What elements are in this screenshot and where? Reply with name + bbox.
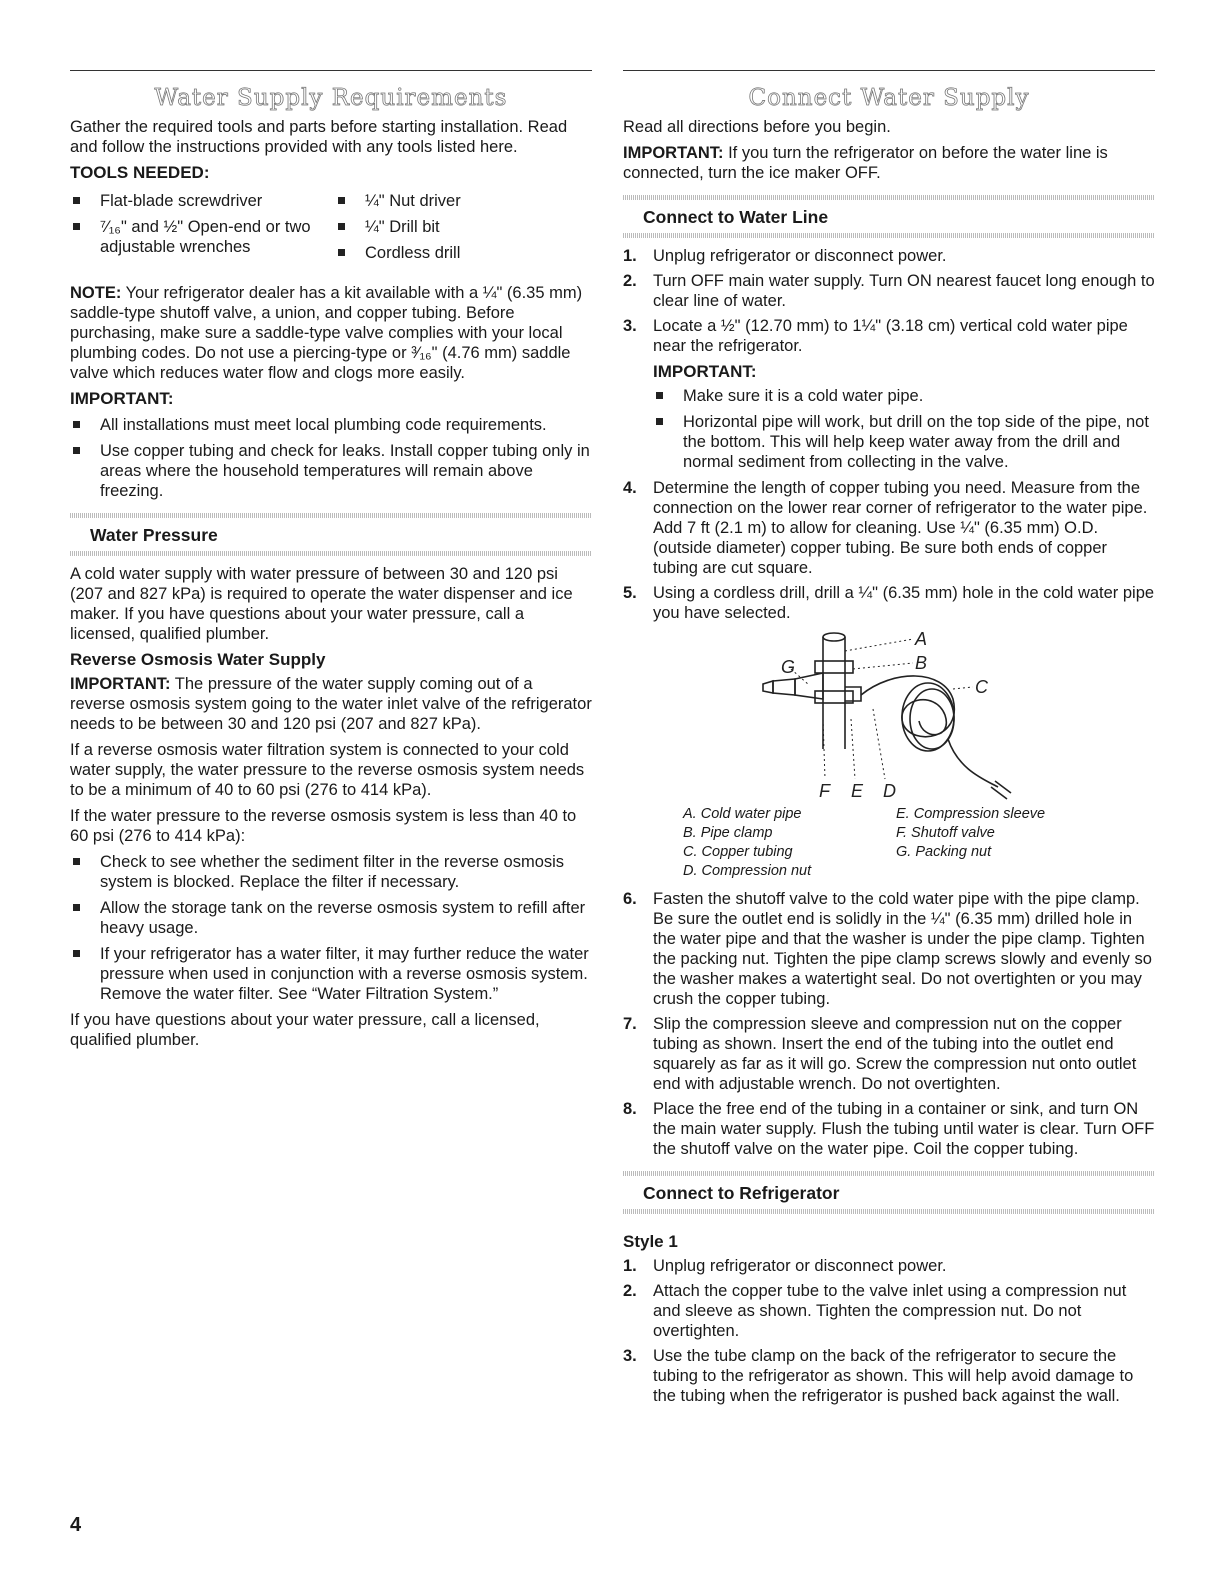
- step-item: [623, 478, 1155, 578]
- step-item: [623, 316, 1155, 472]
- page-number: 4: [70, 1514, 82, 1536]
- important-label: IMPORTANT:: [623, 144, 724, 162]
- step-text: Turn OFF main water supply. Turn ON nearest faucet long enough to clear line of water.: [653, 272, 1155, 310]
- connect-water-line-subheader: [623, 195, 1155, 238]
- right-column: [623, 70, 1155, 1411]
- step-number: 6.: [623, 890, 637, 908]
- step-item: [623, 1014, 1155, 1094]
- ro-paragraph: If a reverse osmosis water filtration system is connected to your cold water supply, the water pressure to the reverse osmosis system needs to be a minimum of 40 to 60 psi (276 to 414 kPa).: [70, 741, 585, 799]
- step-number: 2.: [623, 1282, 637, 1300]
- list-item: If your refrigerator has a water filter, it may further reduce the water pressure when used in conjunction with a reverse osmosis system. Remove the water filter. See “Water Filtration System.”: [70, 944, 592, 1004]
- step3-list: [653, 386, 1155, 472]
- important-label: IMPORTANT:: [70, 675, 171, 693]
- step-number: 1.: [623, 247, 637, 265]
- legend-item: A. Cold water pipe: [683, 806, 802, 822]
- legend-item: D. Compression nut: [683, 863, 812, 879]
- list-item: Check to see whether the sediment filter in the reverse osmosis system is blocked. Replace the filter if necessary.: [70, 852, 592, 892]
- section-title: Water Supply Requirements: [154, 85, 508, 111]
- figure-label-g: G: [781, 657, 796, 677]
- note-text: Your refrigerator dealer has a kit available with a ¼" (6.35 mm) saddle-type shutoff valve, a union, and copper tubing. Before purchasing, make sure a saddle-type valve complies with your local plumbing codes. Do not use a piercing-type or ³⁄₁₆" (4.76 mm) saddle valve which reduces water flow and clogs more easily.: [70, 284, 583, 382]
- step3-important-heading: IMPORTANT:: [653, 362, 757, 381]
- steps-list: [623, 1256, 1155, 1406]
- step-text: Locate a ½" (12.70 mm) to 1¼" (3.18 cm) vertical cold water pipe near the refrigerator.: [653, 317, 1128, 355]
- list-item: Horizontal pipe will work, but drill on the top side of the pipe, not the bottom. This will help keep water away from the drill and normal sediment from collecting in the valve.: [653, 412, 1155, 472]
- subsection-title: Water Pressure: [90, 525, 218, 545]
- legend-item: F. Shutoff valve: [896, 825, 995, 841]
- step-item: [623, 583, 1155, 623]
- ro-list: [70, 852, 592, 1004]
- connect-refrigerator-subheader: [623, 1171, 1155, 1214]
- important-list: [70, 415, 592, 501]
- ro-heading: Reverse Osmosis Water Supply: [70, 650, 326, 669]
- step-text: Attach the copper tube to the valve inlet using a compression nut and sleeve as shown. Tighten the compression nut. Do not overtighten.: [653, 1282, 1127, 1340]
- important-text: If you turn the refrigerator on before the water line is connected, turn the ice maker OFF.: [623, 144, 1108, 182]
- subsection-title: Connect to Refrigerator: [643, 1183, 840, 1203]
- list-item: All installations must meet local plumbing code requirements.: [70, 415, 592, 435]
- step-text: Place the free end of the tubing in a container or sink, and turn ON the main water supply. Flush the tubing until water is clear. Turn OFF the shutoff valve on the water pipe. Coil the copper tubing.: [653, 1100, 1155, 1158]
- top-rule: [70, 70, 592, 71]
- intro-paragraph: Read all directions before you begin.: [623, 118, 891, 136]
- list-item: Cordless drill: [335, 243, 592, 263]
- step-item: [623, 1346, 1155, 1406]
- step-number: 3.: [623, 1347, 637, 1365]
- section-title: Connect Water Supply: [748, 85, 1030, 111]
- tools-heading: TOOLS NEEDED:: [70, 163, 210, 182]
- step-text: Determine the length of copper tubing you need. Measure from the connection on the lower rear corner of refrigerator to the water pipe. Add 7 ft (2.1 m) to allow for cleaning. Use ¼" (6.35 mm) O.D. (outside diameter) copper tubing. Be sure both ends of copper tubing are cut square.: [653, 479, 1148, 577]
- style-heading: Style 1: [623, 1232, 678, 1251]
- note-label: NOTE:: [70, 284, 122, 302]
- list-item: Use copper tubing and check for leaks. Install copper tubing only in areas where the household temperatures will remain above freezing.: [70, 441, 592, 501]
- step-item: [623, 1281, 1155, 1341]
- valve-diagram: [623, 629, 1155, 849]
- divider: [623, 1209, 1155, 1214]
- figure-label-b: B: [915, 653, 928, 673]
- step-item: [623, 271, 1155, 311]
- step-text: Unplug refrigerator or disconnect power.: [653, 247, 947, 265]
- list-item: Make sure it is a cold water pipe.: [653, 386, 1155, 406]
- step-item: [623, 1099, 1155, 1159]
- shutoff-valve-figure: [623, 629, 1155, 849]
- step-text: Fasten the shutoff valve to the cold water pipe with the pipe clamp. Be sure the outlet end is solidly in the ¼" (6.35 mm) drilled hole in the water pipe and that the washer is under the pipe clamp. Tighten the packing nut. Tighten the pipe clamp screws slowly and evenly so the washer makes a watertight seal. Do not overtighten or you may crush the copper tubing.: [653, 890, 1152, 1008]
- tools-col1: [70, 191, 335, 269]
- step-number: 2.: [623, 272, 637, 290]
- intro-paragraph: Gather the required tools and parts before starting installation. Read and follow the instructions provided with any tools listed here.: [70, 118, 568, 156]
- subsection-title: Connect to Water Line: [643, 207, 829, 227]
- list-item: ⁷⁄₁₆" and ½" Open-end or two adjustable wrenches: [70, 217, 335, 257]
- legend-item: C. Copper tubing: [683, 844, 793, 860]
- legend-item: G. Packing nut: [896, 844, 992, 860]
- figure-label-e: E: [851, 781, 864, 801]
- divider: [70, 551, 592, 556]
- top-rule: [623, 70, 1155, 71]
- step-item: [623, 889, 1155, 1009]
- divider: [623, 233, 1155, 238]
- ro-important-paragraph: [70, 674, 592, 734]
- figure-label-d: D: [883, 781, 896, 801]
- steps-list: [623, 889, 1155, 1159]
- step-number: 8.: [623, 1100, 637, 1118]
- note-paragraph: [70, 283, 592, 383]
- important-text: The pressure of the water supply coming out of a reverse osmosis system going to the water inlet valve of the refrigerator needs to be between 30 and 120 psi (207 and 827 kPa).: [70, 675, 592, 733]
- step-text: Using a cordless drill, drill a ¼" (6.35 mm) hole in the cold water pipe you have selected.: [653, 584, 1155, 622]
- step-item: [623, 246, 1155, 266]
- step-text: Use the tube clamp on the back of the refrigerator to secure the tubing to the refrigerator as shown. This will help avoid damage to the tubing when the refrigerator is pushed back against the wall.: [653, 1347, 1134, 1405]
- step-item: [623, 1256, 1155, 1276]
- step-text: Unplug refrigerator or disconnect power.: [653, 1257, 947, 1275]
- list-item: ¼" Drill bit: [335, 217, 592, 237]
- closing-paragraph: If you have questions about your water pressure, call a licensed, qualified plumber.: [70, 1011, 540, 1049]
- step-number: 3.: [623, 317, 637, 335]
- tools-list: [70, 191, 592, 275]
- list-item: Flat-blade screwdriver: [70, 191, 335, 211]
- left-column: [70, 70, 592, 1056]
- step-text: Slip the compression sleeve and compression nut on the copper tubing as shown. Insert the end of the tubing into the outlet end squarely as far as it will go. Screw the compression nut onto outlet end with adjustable wrench. Do not overtighten.: [653, 1015, 1137, 1093]
- figure-label-f: F: [819, 781, 830, 801]
- step-number: 1.: [623, 1257, 637, 1275]
- step-number: 7.: [623, 1015, 637, 1033]
- list-item: Allow the storage tank on the reverse osmosis system to refill after heavy usage.: [70, 898, 592, 938]
- figure-label-c: C: [975, 677, 988, 697]
- water-pressure-subheader: [70, 513, 592, 556]
- legend-item: B. Pipe clamp: [683, 825, 773, 841]
- important-paragraph: [623, 143, 1155, 183]
- step-number: 4.: [623, 479, 637, 497]
- water-pressure-paragraph: A cold water supply with water pressure of between 30 and 120 psi (207 and 827 kPa) is required to operate the water dispenser and ice maker. If you have questions about your water pressure, call a licensed, qualified plumber.: [70, 565, 573, 643]
- list-item: ¼" Nut driver: [335, 191, 592, 211]
- legend-item: E. Compression sleeve: [896, 806, 1046, 822]
- tools-col2: [335, 191, 592, 269]
- figure-label-a: A: [915, 629, 928, 649]
- important-heading: IMPORTANT:: [70, 389, 174, 408]
- ro-paragraph: If the water pressure to the reverse osmosis system is less than 40 to 60 psi (276 to 414 kPa):: [70, 807, 577, 845]
- steps-list: [623, 246, 1155, 623]
- step-number: 5.: [623, 584, 637, 602]
